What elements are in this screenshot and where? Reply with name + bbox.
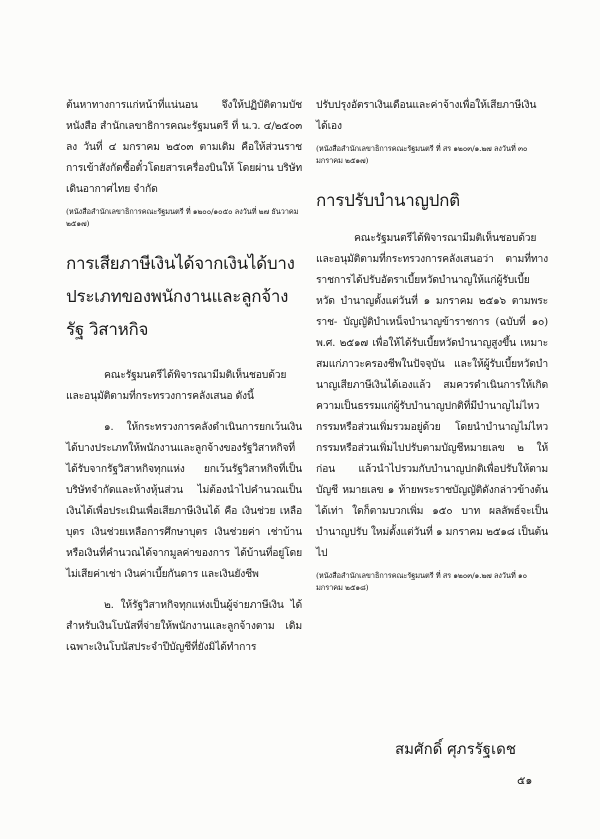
left-paragraph-3: ๑. ให้กระทรวงการคลังดำเนินการยกเว้นเงิน ได้บางประเภทให้พนักงานและลูกจ้างของรัฐวิสาหกิจที่ ได้รับจากรัฐวิสาหกิจทุกแห่ง ยกเว้นรัฐวิสาหกิจที่เป็น บริษัทจำกัดและห้างหุ้นส่วน ไม่ต้องนำไปคำนวณเป็น เงินได้เพื่อประเมินเพื่อเสียภาษีเงินได้ คือ เงินช่วย เหลือบุตร เงินช่วยเหลือการศึกษาบุตร เงินช่วยค่า เช่าบ้านหรือเงินที่คำนวณได้จากมูลค่าของการ ได้บ้านที่อยู่โดยไม่เสียค่าเช่า เงินค่าเบี้ยกันดาร และเงินยังชีพ bbox=[66, 421, 302, 580]
right-paragraph-2: คณะรัฐมนตรีได้พิจารณามีมติเห็นชอบด้วย และอนุมัติตามที่กระทรวงการคลังเสนอว่า ตามที่ทาง ราชการได้ปรับอัตราเบี้ยหวัดบำนาญให้แก่ผู้รับเบี้ยหวัด บำนาญตั้งแต่วันที่ ๑ มกราคม ๒๕๑๖ ตามพระราช- บัญญัติบำเหน็จบำนาญข้าราชการ (ฉบับที่ ๑๐) พ.ศ. ๒๕๑๗ เพื่อให้ได้รับเบี้ยหวัดบำนาญสูงขึ้น เหมาะ สมแก่ภาวะครองชีพในปัจจุบัน และให้ผู้รับเบี้ยหวัดบำ นาญเสียภาษีเงินได้เองแล้ว สมควรดำเนินการให้เกิด ความเป็นธรรมแก่ผู้รับบำนาญปกติที่มีบำนาญไม่ไหว กรรมหรือส่วนเพิ่มรวมอยู่ด้วย โดยนำบำนาญไม่ไหว กรรมหรือส่วนเพิ่มไปปรับตามบัญชีหมายเลข ๒ ให้ ก่อน แล้วนำไปรวมกับบำนาญปกติเพื่อปรับให้ตามบัญชี หมายเลข ๑ ท้ายพระราชบัญญัติดังกล่าวข้างต้นได้เท่า ใดก็ตามบวกเพิ่ม ๑๕๐ บาท ผลลัพธ์จะเป็นบำนาญปรับ ใหม่ตั้งแต่วันที่ ๑ มกราคม ๒๕๑๘ เป็นต้นไป bbox=[316, 232, 548, 559]
right-reference-2: (หนังสือสำนักเลขาธิการคณะรัฐมนตรี ที่ สร ๑๒๐๓/๑.๒๗ ลงวันที่ ๑๐ มกราคม ๒๕๑๘) bbox=[316, 571, 527, 592]
right-reference-1: (หนังสือสำนักเลขาธิการคณะรัฐมนตรี ที่ สร ๑๒๐๓/๑.๒๗ ลงวันที่ ๓๐ มกราคม ๒๕๑๗) bbox=[316, 144, 528, 165]
left-section-heading: การเสียภาษีเงินได้จากเงินได้บาง ประเภทของพนักงานและลูกจ้างรัฐ วิสาหกิจ bbox=[66, 254, 295, 340]
left-reference-1: (หนังสือสำนักเลขาธิการคณะรัฐมนตรี ที่ ๑๒๐๐/๑๐๕๐ ลงวันที่ ๒๗ ธันวาคม ๒๕๑๗) bbox=[66, 207, 299, 228]
right-paragraph-1: ปรับปรุงอัตราเงินเดือนและค่าจ้างเพื่อให้เสียภาษีเงิน ได้เอง bbox=[316, 99, 537, 132]
right-section-heading: การปรับบำนาญปกติ bbox=[316, 191, 460, 211]
left-paragraph-1: ต้นหาทางการแก่หน้าที่แน่นอน จึงให้ปฏิบัติตามบัชหนังสือ สำนักเลขาธิการคณะรัฐมนตรี ที่ น.ว. ๔/๒๕๐๓ ลง วันที่ ๔ มกราคม ๒๕๐๓ ตามเดิม คือให้ส่วนราช การเข้าสังกัดซื้อตั๋วโดยสารเครื่องบินให้ โดยผ่าน บริษัทเดินอากาศไทย จำกัด bbox=[66, 99, 302, 195]
left-paragraph-4: ๒. ให้รัฐวิสาหกิจทุกแห่งเป็นผู้จ่ายภาษีเงิน ได้สำหรับเงินโบนัสที่จ่ายให้พนักงานและลูกจ้างตาม เดิม เฉพาะเงินโบนัสประจำปีบัญชีที่ยังมิได้ทำการ bbox=[66, 599, 302, 653]
page-number: ๕๑ bbox=[517, 774, 533, 787]
signature: สมศักดิ์ ศุภรรัฐเดช bbox=[395, 740, 517, 758]
left-column bbox=[66, 95, 302, 658]
right-column bbox=[316, 95, 548, 594]
left-paragraph-2: คณะรัฐมนตรีได้พิจารณามีมติเห็นชอบด้วย และอนุมัติตามที่กระทรวงการคลังเสนอ ดังนี้ bbox=[66, 369, 287, 402]
